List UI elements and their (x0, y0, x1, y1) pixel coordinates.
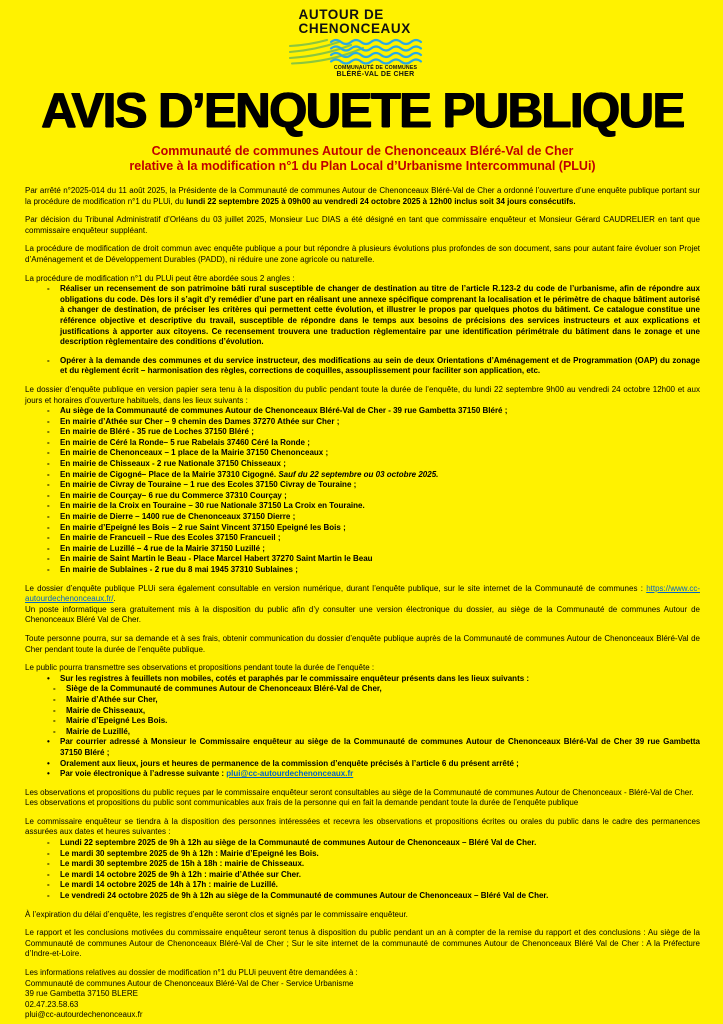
waves-icon (289, 37, 431, 65)
text-run: Un poste informatique sera gratuitement mis à la disposition du public afin d’y consulter une version électronique du dossier, au siège de la Communauté de communes Autour de Chenonceaux Bléré Val de Cher. (25, 604, 700, 625)
list-item (47, 284, 700, 348)
text-run: Le rapport et les conclusions motivées du commissaire enquêteur seront tenus à disposition du public pendant un an à compter de la remise du rapport et des conclusions : Au siège de la Communauté de communes Autour de Chenonceaux Bléré-Val de Cher ; Sur le site internet de la communauté de communes Autour de Chenonceaux Bléré Val de Cher : A la Préfecture d’Indre-et-Loire. (25, 928, 700, 959)
text-run: En mairie de Chenonceaux – 1 place de la Mairie 37150 Chenonceaux ; (60, 448, 329, 458)
logo-title-line2: CHENONCEAUX (298, 21, 411, 36)
text-run: Toute personne pourra, sur sa demande et à ses frais, obtenir communication du dossier d’enquête publique auprès de la Communauté de communes Autour de Chenonceaux Bléré-Val de Cher pendant toute la durée de l’enquête publique. (25, 633, 700, 654)
website-link[interactable]: https://www.cc-autourdechenonceaux.fr/ (25, 583, 700, 604)
text-run: Oralement aux lieux, jours et heures de permanence de la commission d’enquête précisés à l’article 6 du présent arrêté ; (60, 758, 519, 768)
text-run: Le dossier d’enquête publique PLUi sera également consultable en version numérique, durant l’enquête publique, sur le site internet de la Communauté de communes : (25, 583, 647, 593)
paragraph-arrete (25, 186, 700, 207)
list-item (47, 737, 700, 758)
list-item (47, 406, 700, 417)
text-run: Siège de la Communauté de communes Autour de Chenonceaux Bléré-Val de Cher, (66, 684, 382, 694)
text-run: Lundi 22 septembre 2025 de 9h à 12h au siège de la Communauté de communes Autour de Chenonceaux – Bléré Val de Cher. (60, 838, 537, 848)
subtitle-line2: relative à la modification n°1 du Plan Local d’Urbanisme Intercommunal (PLUi) (129, 159, 596, 173)
paragraph-informations-intro (25, 968, 700, 979)
paragraph-observations-communicables (25, 798, 700, 809)
text-run: Par décision du Tribunal Administratif d’Orléans du 03 juillet 2025, Monsieur Luc DIAS a été désigné en tant que commissaire enquêteur et Monsieur Gérard CAUDRELIER en tant que commissaire enquêteur suppléant. (25, 215, 700, 235)
paragraph-expiration (25, 910, 700, 921)
text-run: Sur les registres à feuillets non mobiles, cotés et paraphés par le commissaire enquêteur présents dans les lieux suivants : (60, 673, 530, 683)
text-run: En mairie de Courçay– 6 rue du Commerce 37310 Courçay ; (60, 490, 287, 500)
text-run: Mairie d’Athée sur Cher, (66, 694, 158, 704)
paragraph-version-numerique (25, 584, 700, 605)
list-item (47, 544, 700, 555)
list-item (47, 523, 700, 534)
text-run: lundi 22 septembre 2025 à 09h00 au vendredi 24 octobre 2025 à 12h00 inclus soit 34 jours consécutifs. (186, 196, 576, 206)
logo-subtitle-line1: COMMUNAUTÉ DE COMMUNES (333, 65, 418, 71)
text-run: Par courrier adressé à Monsieur le Commissaire enquêteur au siège de la Communauté de communes Autour de Chenonceaux Bléré-Val de Cher 39 rue Gambetta 37150 Bléré ; (60, 737, 700, 757)
lieux-list (25, 406, 700, 576)
list-item (47, 533, 700, 544)
text-run: Mairie d’Epeigné Les Bois. (66, 716, 168, 726)
text-run: En mairie d’Epeigné les Bois – 2 rue Saint Vincent 37150 Epeigné les Bois ; (60, 522, 346, 532)
text-run: En mairie de Dierre – 1400 rue de Chenonceaux 37150 Dierre ; (60, 512, 296, 522)
paragraph-observations-consultables (25, 788, 700, 799)
text-run: Le mardi 14 octobre 2025 de 9h à 12h : mairie d’Athée sur Cher. (60, 869, 301, 879)
list-item (53, 727, 700, 738)
list-item (47, 480, 700, 491)
notice-body (25, 186, 700, 1021)
angles-list (25, 284, 700, 377)
text-run: 02.47.23.58.63 (25, 999, 79, 1009)
logo (289, 8, 437, 79)
paragraph-deux-angles-intro (25, 274, 700, 285)
contact-organisme (25, 979, 700, 990)
paragraph-observations-intro (25, 663, 700, 674)
list-item (47, 512, 700, 523)
text-run: Mairie de Luzillé, (66, 726, 131, 736)
text-run: Le mardi 30 septembre 2025 de 15h à 18h : mairie de Chisseaux. (60, 859, 305, 869)
text-run: En mairie de la Croix en Touraine – 30 rue Nationale 37150 La Croix en Touraine. (60, 501, 365, 511)
contact-adresse (25, 989, 700, 1000)
paragraph-dossier-papier (25, 385, 700, 406)
observations-list (25, 674, 700, 780)
text-run: Le vendredi 24 octobre 2025 de 9h à 12h au siège de la Communauté de communes Autour de Chenonceaux – Bléré Val de Cher. (60, 891, 549, 901)
text-run: Les observations et propositions du public reçues par le commissaire enquêteur seront consultables au siège de la Communauté de communes Autour de Chenonceaux - Bléré-Val de Cher. (25, 787, 694, 797)
paragraph-procedure-but (25, 244, 700, 265)
email-link[interactable]: plui@cc-autourdechenonceaux.fr (226, 769, 354, 779)
list-item (47, 880, 700, 891)
text-run: En mairie de Céré la Ronde– 5 rue Rabelais 37460 Céré la Ronde ; (60, 437, 310, 447)
text-run: plui@cc-autourdechenonceaux.fr (25, 1010, 143, 1020)
paragraph-rapport (25, 928, 700, 960)
logo-title (289, 8, 437, 36)
list-item (47, 849, 700, 860)
text-run: En mairie de Sublaines - 2 rue du 8 mai 1945 37310 Sublaines ; (60, 565, 298, 574)
text-run: Le commissaire enquêteur se tiendra à la disposition des personnes intéressées et recevra les observations et propositions écrites ou orales du public dans le cadre des permanences assurées aux dates et heures suivantes : (25, 816, 700, 837)
text-run: En mairie de Civray de Touraine – 1 rue des Ecoles 37150 Civray de Touraine ; (60, 480, 357, 490)
list-item (53, 716, 700, 727)
list-item (47, 491, 700, 502)
text-run: Communauté de communes Autour de Chenonceaux Bléré-Val de Cher - Service Urbanisme (25, 978, 354, 988)
text-run: En mairie de Bléré - 35 rue de Loches 37150 Bléré ; (60, 427, 254, 437)
list-item (47, 438, 700, 449)
contact-telephone (25, 1000, 700, 1011)
list-item (47, 459, 700, 470)
contact-email (25, 1010, 700, 1021)
subtitle-line1: Communauté de communes Autour de Chenonceaux Bléré-Val de Cher (151, 144, 574, 158)
text-run: Mairie de Chisseaux, (66, 705, 146, 715)
list-item (47, 769, 700, 780)
text-run: La procédure de modification n°1 du PLUi peut être abordée sous 2 angles : (25, 273, 295, 283)
text-run: En mairie de Luzillé – 4 rue de la Mairie 37150 Luzillé ; (60, 543, 265, 553)
notice-subtitle (25, 144, 700, 174)
text-run: À l’expiration du délai d’enquête, les registres d’enquête seront clos et signés par le commissaire enquêteur. (25, 909, 408, 919)
text-run: En mairie de Chisseaux - 2 rue Nationale 37150 Chisseaux ; (60, 459, 286, 469)
text-run: La procédure de modification de droit commun avec enquête publique a pour but répondre à plusieurs évolutions plus profondes de son document, sans pour autant faire évoluer son Projet d’Aménagement et de Développement Durables (PADD), ni réduire une zone agricole ou naturelle. (25, 244, 700, 264)
text-run: Le mardi 14 octobre 2025 de 14h à 17h : mairie de Luzillé. (60, 880, 278, 890)
list-item (53, 695, 700, 706)
list-item (47, 759, 700, 770)
page-title: AVIS D’ENQUETE PUBLIQUE (41, 84, 684, 138)
sub-list (25, 684, 700, 737)
list-item (53, 706, 700, 717)
text-run: Les observations et propositions du public sont communicables aux frais de la personne qui en fait la demande pendant toute la durée de l’enquête publique (25, 798, 579, 808)
text-run: En mairie de Cigogné– Place de la Mairie 37310 Cigogné. (60, 469, 279, 479)
text-run: Par arrêté n°2025-014 du 11 août 2025, la Présidente de la Communauté de communes Autour de Chenonceaux Bléré-Val de Cher a ordonné l’ouverture d’une enquête publique portant sur la procédure de modification n°1 du PLUi, du (25, 186, 700, 206)
list-item (47, 859, 700, 870)
list-item (47, 356, 700, 377)
logo-subtitle-line2: BLÉRÉ-VAL DE CHER (336, 71, 415, 78)
list-item (47, 674, 700, 685)
list-item (47, 554, 700, 565)
text-run: En mairie de Saint Martin le Beau - Place Marcel Habert 37270 Saint Martin le Beau (60, 554, 373, 564)
list-item (47, 501, 700, 512)
list-item (47, 838, 700, 849)
list-item (47, 870, 700, 881)
text-run: 39 rue Gambetta 37150 BLERE (25, 989, 138, 999)
logo-subtitle (289, 65, 437, 79)
permanences-list (25, 838, 700, 902)
paragraph-tribunal (25, 215, 700, 236)
text-run: En mairie de Francueil – Rue des Ecoles 37150 Francueil ; (60, 533, 281, 543)
text-run: Le mardi 30 septembre 2025 de 9h à 12h : Mairie d’Epeigné les Bois. (60, 848, 319, 858)
text-run: En mairie d’Athée sur Cher – 9 chemin des Dames 37270 Athée sur Cher ; (60, 416, 340, 426)
list-item (47, 417, 700, 428)
text-run: Le public pourra transmettre ses observations et propositions pendant toute la durée de l’enquête : (25, 663, 375, 673)
text-run: Réaliser un recensement de son patrimoine bâti rural susceptible de changer de destination au titre de l’article R.123-2 du code de l’urbanisme, afin de répondre aux obligations du code. Dès lors il s’agit d’y remédier d’une part en réalisant une annexe spécifique comprenant la localisation et le périmètre de chaque bâtiment autorisé à changer de destination, de préciser les critères qui permettent cette évolution, et illustrer le propos par quelques photos du bâtiment. Ce catalogue constitue une référence objective et descriptive du travail, susceptible de répondre dans le temps aux besoins de précisions des services instructeurs et aux explications et justifications à apporter aux citoyens. Ce recensement trouvera une traduction règlementaire par une identification périmétrale du bâtiment dans le zonage et une description règlementaire des conditions d’évolution. (60, 284, 700, 347)
list-item (47, 891, 700, 902)
text-run: . (113, 594, 116, 604)
list-item (53, 684, 700, 695)
list-item (47, 448, 700, 459)
text-run: Sauf du 22 septembre ou 03 octobre 2025. (278, 469, 439, 479)
paragraph-permanences-intro (25, 817, 700, 838)
text-run: Opérer à la demande des communes et du service instructeur, des modifications au sein de deux Orientations d’Aménagement et de Programmation (OAP) du zonage et du règlement écrit – harmonisation des règles, corrections de coquilles, assouplissement pour faciliter son application, etc. (60, 355, 700, 376)
paragraph-communication-dossier (25, 634, 700, 655)
paragraph-poste-informatique (25, 605, 700, 626)
text-run: Le dossier d’enquête publique en version papier sera tenu à la disposition du public pendant toute la durée de l’enquête, du lundi 22 septembre 9h00 au vendredi 24 octobre 12h00 et aux jours et horaires d’ouverture habituels, dans les lieux suivants : (25, 384, 700, 405)
text-run: Par voie électronique à l’adresse suivante : (60, 769, 227, 779)
text-run: Au siège de la Communauté de communes Autour de Chenonceaux Bléré-Val de Cher - 39 rue Gambetta 37150 Bléré ; (60, 406, 508, 416)
list-item (47, 565, 700, 576)
logo-title-line1: AUTOUR DE (298, 7, 384, 22)
list-item (47, 470, 700, 481)
text-run: Les informations relatives au dossier de modification n°1 du PLUi peuvent être demandées à : (25, 968, 358, 977)
list-item (47, 427, 700, 438)
